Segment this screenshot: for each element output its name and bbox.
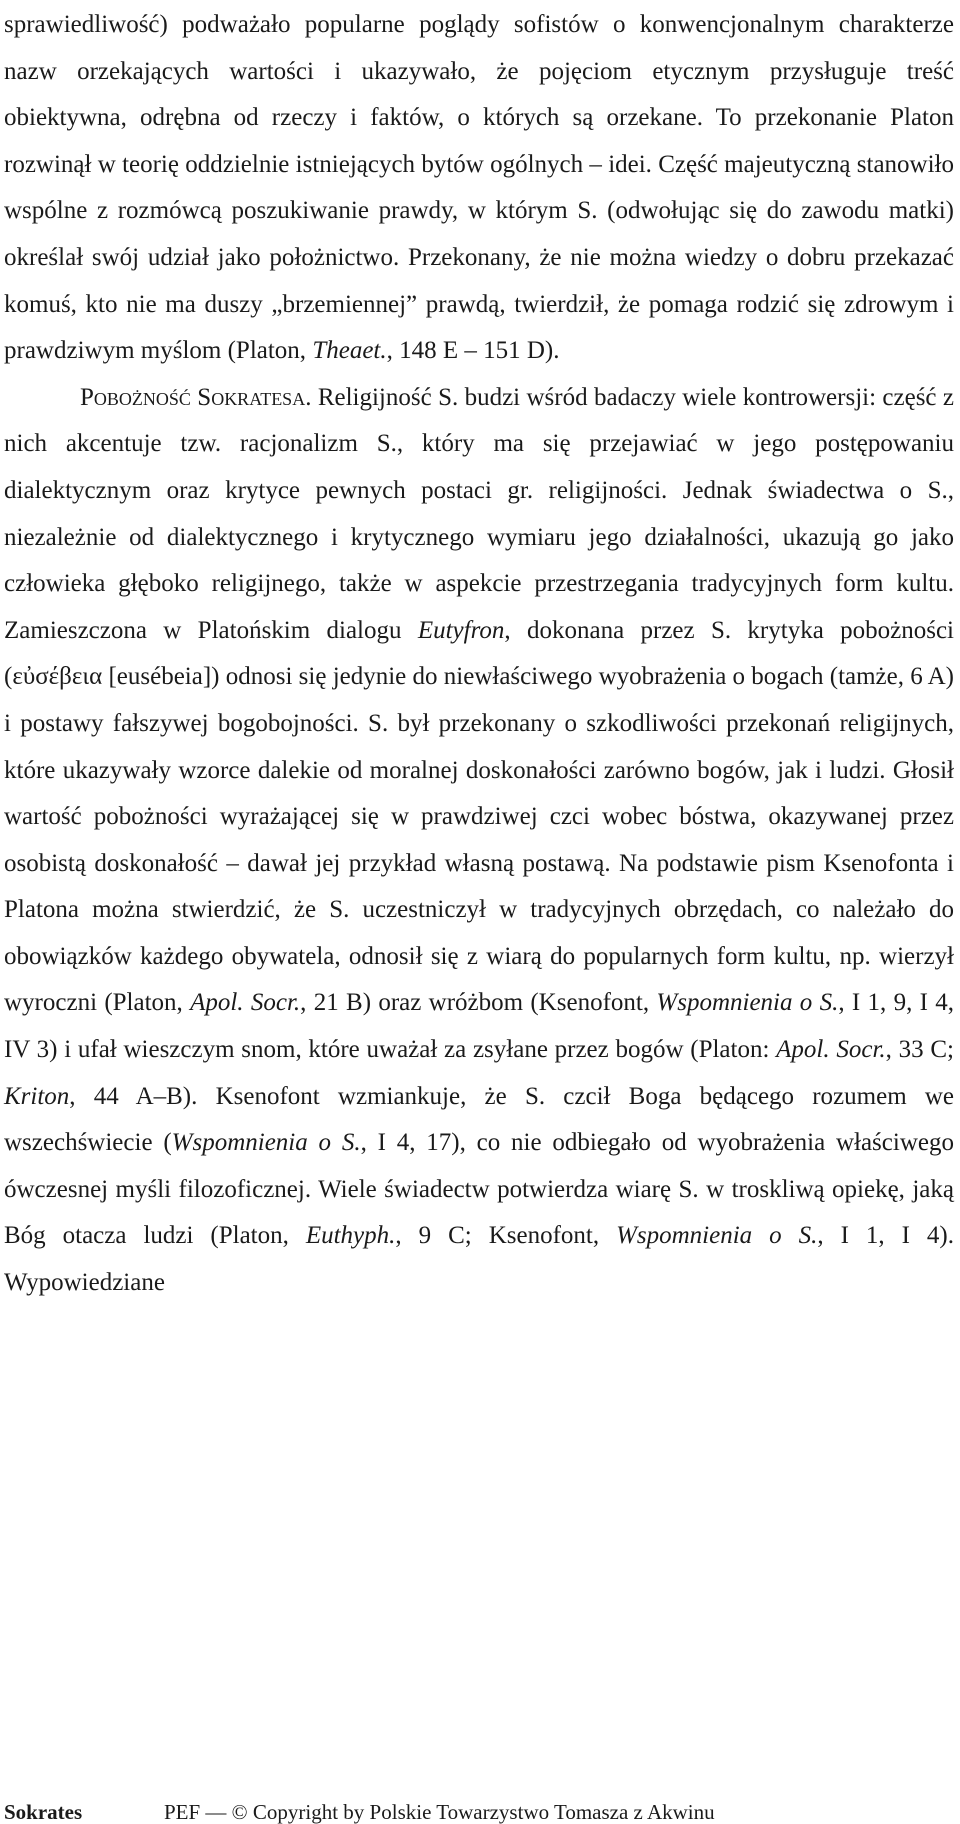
paragraph-2 [4, 375, 954, 1307]
body-text [4, 2, 954, 1307]
italic-citation: Theaet. [312, 337, 387, 365]
paragraph-2-body: Religijność S. budzi wśród badaczy wiele kontrowersji: część z nich akcentuje tzw. racjonalizm S., który ma się przejawiać w jego postępowaniu dialektycznym oraz krytyce pewnych postaci gr. religijności. Jednak świadectwa o S., niezależnie od dialektycznego i krytycznego wymiaru jego działalności, ukazują go jako człowieka głęboko religijnego, także w aspekcie przestrzegania tradycyjnych form kultu. Zamieszczona w Platońskim dialogu Eutyfron, dokonana przez S. krytyka pobożności (εὐσέβεια [eusébeia]) odnosi się jedynie do niewłaściwego wyobrażenia o bogach (tamże, 6 A) i postawy fałszywej bogobojności. S. był przekonany o szkodliwości przekonań religijnych, które ukazywały wzorce dalekie od moralnej doskonałości zarówno bogów, jak i ludzi. Głosił wartość pobożności wyrażającej się w prawdziwej czci wobec bóstwa, okazywanej przez osobistą doskonałość – dawał jej przykład własną postawą. Na podstawie pism Ksenofonta i Platona można stwierdzić, że S. uczestniczył w tradycyjnych obrzędach, co należało do obowiązków każdego obywatela, odnosił się z wiarą do popularnych form kultu, np. wierzył wyroczni (Platon, Apol. Socr., 21 B) oraz wróżbom (Ksenofont, Wspomnienia o S., I 1, 9, I 4, IV 3) i ufał wieszczym snom, które uważał za zsyłane przez bogów (Platon: Apol. Socr., 33 C; Kriton, 44 A–B). Ksenofont wzmiankuje, że S. czcił Boga będącego rozumem we wszechświecie (Wspomnienia o S., I 4, 17), co nie odbiegało od wyobrażenia właściwego ówczesnej myśli filozoficznej. Wiele świadectw potwierdza wiarę S. w troskliwą opiekę, jaką Bóg otacza ludzi (Platon, Euthyph., 9 C; Ksenofont, Wspomnienia o S., I 1, I 4). Wypowiedziane [4, 383, 954, 1297]
footer-title: Sokrates [4, 1800, 83, 1824]
italic-citation: Apol. Socr. [190, 989, 301, 1017]
italic-citation: Wspomnienia o S. [656, 989, 839, 1017]
italic-citation: Apol. Socr. [776, 1036, 886, 1064]
italic-citation: Wspomnienia o S. [171, 1129, 361, 1157]
paragraph-1: sprawiedliwość) podważało popularne poglądy sofistów o konwencjonalnym charakterze nazw orzekających wartości i ukazywało, że pojęciom etycznym przysługuje treść obiektywna, odrębna od rzeczy i faktów, o których są orzekane. To przekonanie Platon rozwinął w teorię oddzielnie istniejących bytów ogólnych – idei. Część majeutyczną stanowiło wspólne z rozmówcą poszukiwanie prawdy, w którym S. (odwołując się do zawodu matki) określał swój udział jako położnictwo. Przekonany, że nie można wiedzy o dobru przekazać komuś, kto nie ma duszy „brzemiennej” prawdą, twierdził, że pomaga rodzić się zdrowym i prawdziwym myślom (Platon, Theaet., 148 E – 151 D). [4, 11, 954, 365]
italic-citation: Euthyph. [305, 1222, 396, 1250]
section-heading: Pobożność Sokratesa. [80, 383, 312, 411]
italic-citation: Wspomnienia o S. [616, 1222, 818, 1250]
italic-citation: Eutyfron [417, 616, 505, 644]
footer-copyright: PEF — © Copyright by Polskie Towarzystwo Tomasza z Akwinu [164, 1800, 715, 1824]
italic-citation: Kriton [4, 1082, 70, 1110]
